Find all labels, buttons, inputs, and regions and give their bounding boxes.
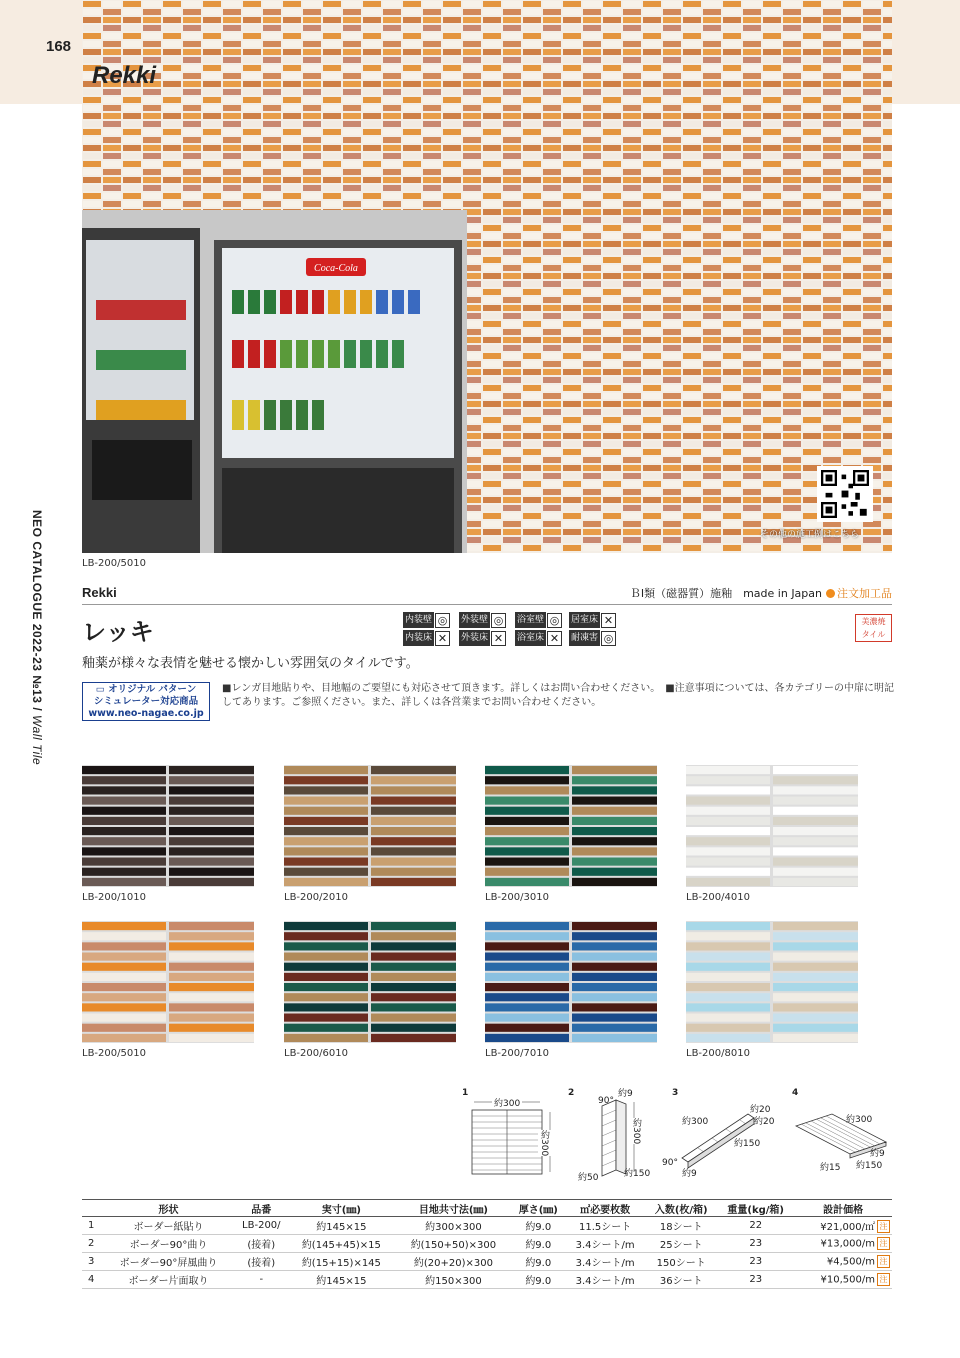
table-header: 厚さ(㎜) <box>512 1200 565 1217</box>
table-header: 形状 <box>102 1200 235 1217</box>
usage-badge: 耐凍害 ◎ <box>569 630 616 646</box>
table-cell: 23 <box>717 1271 794 1289</box>
sidebar-category: Wall Tile <box>30 715 44 766</box>
product-tagline: 釉薬が様々な表情を魅せる懐かしい雰囲気のタイルです。 <box>82 656 419 671</box>
swatch-code: LB-200/2010 <box>284 892 348 903</box>
table-cell: 約300×300 <box>395 1217 511 1235</box>
table-cell: LB-200/ <box>235 1217 287 1235</box>
table-cell: ボーダー紙貼り <box>102 1217 235 1235</box>
hero-photo <box>82 0 892 553</box>
usage-badge: 外装壁 ◎ <box>459 612 506 628</box>
hero-photo-illustration <box>82 0 892 553</box>
table-cell: - <box>235 1271 287 1289</box>
figure-2-angle: 90° <box>598 1096 614 1106</box>
note-mark: 注 <box>877 1220 890 1233</box>
figure-3-length: 約300 <box>682 1117 709 1127</box>
figure-4-number: 4 <box>792 1088 799 1098</box>
swatch-pattern <box>485 765 657 887</box>
table-cell: 約150×300 <box>395 1271 511 1289</box>
order-label: 注文加工品 <box>837 587 892 600</box>
figure-3-top-2: 約20 <box>754 1117 775 1127</box>
swatch-pattern <box>284 921 456 1043</box>
figure-4-bottom-2: 約150 <box>856 1161 883 1171</box>
table-cell: 約(150+50)×300 <box>395 1235 511 1253</box>
figure-4-drawing <box>792 1096 892 1186</box>
swatch-code: LB-200/5010 <box>82 1048 146 1059</box>
table-cell <box>794 1235 892 1253</box>
series-title: Rekki <box>92 62 157 89</box>
swatch-pattern <box>82 921 254 1043</box>
table-cell: ボーダー片面取り <box>102 1271 235 1289</box>
table-header: ㎡必要枚数 <box>565 1200 645 1217</box>
price-value: ¥13,000/m <box>820 1238 875 1250</box>
table-cell: 約9.0 <box>512 1253 565 1271</box>
swatch-tile[interactable] <box>284 765 456 887</box>
swatch-tile[interactable] <box>686 765 858 887</box>
figure-3-middle: 約150 <box>734 1139 761 1149</box>
price-value: ¥4,500/m <box>826 1256 875 1268</box>
table-cell: 約145×15 <box>288 1217 396 1235</box>
simulator-link[interactable] <box>82 682 210 721</box>
figure-1-width: 約300 <box>492 1096 522 1109</box>
table-cell <box>794 1271 892 1289</box>
product-header <box>82 585 892 605</box>
figure-1-number: 1 <box>462 1088 469 1098</box>
table-cell: 約9.0 <box>512 1235 565 1253</box>
page-number: 168 <box>46 38 72 55</box>
table-header <box>82 1200 102 1217</box>
table-row <box>82 1253 892 1271</box>
figure-2-number: 2 <box>568 1088 575 1098</box>
table-cell: 約9.0 <box>512 1217 565 1235</box>
figure-4-thickness: 約9 <box>870 1149 885 1159</box>
table-header: 重量(kg/箱) <box>717 1200 794 1217</box>
table-cell: (接着) <box>235 1235 287 1253</box>
table-cell: ボーダー90°曲り <box>102 1235 235 1253</box>
table-header: 実寸(㎜) <box>288 1200 396 1217</box>
table-cell: 約145×15 <box>288 1271 396 1289</box>
swatch-tile[interactable] <box>284 921 456 1043</box>
table-cell: 22 <box>717 1217 794 1235</box>
figure-4-length: 約300 <box>846 1115 873 1125</box>
swatch-pattern <box>485 921 657 1043</box>
figure-2-bottom-1: 約50 <box>578 1173 599 1183</box>
swatch-tile[interactable] <box>485 765 657 887</box>
usage-badge: 内装壁 ◎ <box>403 612 450 628</box>
figure-2 <box>576 1086 656 1186</box>
swatch-code: LB-200/8010 <box>686 1048 750 1059</box>
figure-1 <box>470 1096 560 1186</box>
table-cell: 約(15+15)×145 <box>288 1253 396 1271</box>
swatch-pattern <box>686 921 858 1043</box>
table-cell <box>794 1217 892 1235</box>
table-row <box>82 1271 892 1289</box>
spec-line: ＢⅠ類（磁器質）施釉 made in Japan <box>629 587 822 600</box>
simulator-url[interactable]: www.neo-nagae.co.jp <box>88 708 204 719</box>
table-header: 目地共寸法(㎜) <box>395 1200 511 1217</box>
usage-badge: 浴室壁 ◎ <box>515 612 562 628</box>
table-cell: 約9.0 <box>512 1271 565 1289</box>
table-cell: 3.4シート/m <box>565 1235 645 1253</box>
figure-1-height: 約300 <box>539 1130 549 1157</box>
swatch-code: LB-200/1010 <box>82 892 146 903</box>
table-cell: 11.5シート <box>565 1217 645 1235</box>
figure-3-top-1: 約20 <box>750 1105 771 1115</box>
table-cell <box>794 1253 892 1271</box>
simulator-subtitle: シミュレーター対応商品 <box>93 696 199 707</box>
figure-4-bottom-1: 約15 <box>820 1163 841 1173</box>
sidebar-label <box>30 510 44 765</box>
table-cell: (接着) <box>235 1253 287 1271</box>
figure-3-bottom: 約9 <box>682 1169 697 1179</box>
table-cell: 36シート <box>645 1271 717 1289</box>
vending-logo: Coca-Cola <box>314 263 358 274</box>
swatch-pattern <box>82 765 254 887</box>
figure-3 <box>662 1096 782 1186</box>
product-spec <box>630 585 892 601</box>
spec-table <box>82 1199 892 1289</box>
table-cell: 18シート <box>645 1217 717 1235</box>
usage-badge: 浴室床 ✕ <box>515 630 562 646</box>
swatch-tile[interactable] <box>82 921 254 1043</box>
table-cell: 2 <box>82 1235 102 1253</box>
qr-caption: その他の施工例はこちら <box>760 530 860 540</box>
hero-caption: LB-200/5010 <box>82 558 146 569</box>
sidebar-catalogue: NEO CATALOGUE 2022-23 №13 <box>30 510 44 704</box>
swatch-tile[interactable] <box>686 921 858 1043</box>
table-cell: 25シート <box>645 1235 717 1253</box>
table-cell: 23 <box>717 1235 794 1253</box>
order-dot-icon <box>826 589 835 598</box>
table-header: 入数(枚/箱) <box>645 1200 717 1217</box>
table-cell: 1 <box>82 1217 102 1235</box>
usage-badge: 外装床 ✕ <box>459 630 506 646</box>
figure-3-angle: 90° <box>662 1158 678 1168</box>
table-cell: 3.4シート/m <box>565 1253 645 1271</box>
swatch-tile[interactable] <box>485 921 657 1043</box>
table-cell: 約(20+20)×300 <box>395 1253 511 1271</box>
swatch-code: LB-200/6010 <box>284 1048 348 1059</box>
table-cell: 23 <box>717 1253 794 1271</box>
swatch-code: LB-200/4010 <box>686 892 750 903</box>
product-name-jp: レッキ <box>82 618 154 646</box>
table-row <box>82 1235 892 1253</box>
mino-badge: 美濃焼 タイル <box>855 614 892 642</box>
figure-4 <box>792 1096 892 1186</box>
table-header: 品番 <box>235 1200 287 1217</box>
figure-2-bottom-2: 約150 <box>624 1169 651 1179</box>
price-value: ¥21,000/㎡ <box>820 1221 875 1233</box>
table-row <box>82 1217 892 1235</box>
table-cell: 150シート <box>645 1253 717 1271</box>
table-cell: 3.4シート/m <box>565 1271 645 1289</box>
table-header: 設計価格 <box>794 1200 892 1217</box>
swatch-code: LB-200/7010 <box>485 1048 549 1059</box>
note-mark: 注 <box>877 1255 890 1268</box>
swatch-pattern <box>686 765 858 887</box>
simulator-title: ▭ オリジナル パターン <box>95 684 197 695</box>
swatch-tile[interactable] <box>82 765 254 887</box>
note-mark: 注 <box>877 1237 890 1250</box>
swatch-pattern <box>284 765 456 887</box>
qr-code-icon <box>821 470 869 518</box>
usage-badge: 内装床 ✕ <box>403 630 450 646</box>
figure-2-top: 約9 <box>618 1089 633 1099</box>
product-name-en: Rekki <box>82 585 117 600</box>
price-value: ¥10,500/m <box>820 1274 875 1286</box>
product-notes: ■レンガ目地貼りや、目地幅のご要望にも対応させて頂きます。詳しくはお問い合わせください。 ■注意事項については、各カテゴリーの中扉に明記してあります。ご参照ください。また、詳しくは各営業までお問い合わせください。 <box>222 683 895 708</box>
table-cell: 約(145+45)×15 <box>288 1235 396 1253</box>
table-header-row <box>82 1200 892 1217</box>
qr-code[interactable] <box>817 466 873 522</box>
usage-badge: 居室床 ✕ <box>569 612 616 628</box>
table-cell: 4 <box>82 1271 102 1289</box>
note-mark: 注 <box>877 1273 890 1286</box>
swatch-code: LB-200/3010 <box>485 892 549 903</box>
sidebar-separator: / <box>30 703 44 715</box>
monitor-icon: ▭ <box>95 684 109 695</box>
figure-2-height: 約300 <box>631 1118 641 1145</box>
table-cell: ボーダー90°屏風曲り <box>102 1253 235 1271</box>
figure-3-number: 3 <box>672 1088 679 1098</box>
table-cell: 3 <box>82 1253 102 1271</box>
